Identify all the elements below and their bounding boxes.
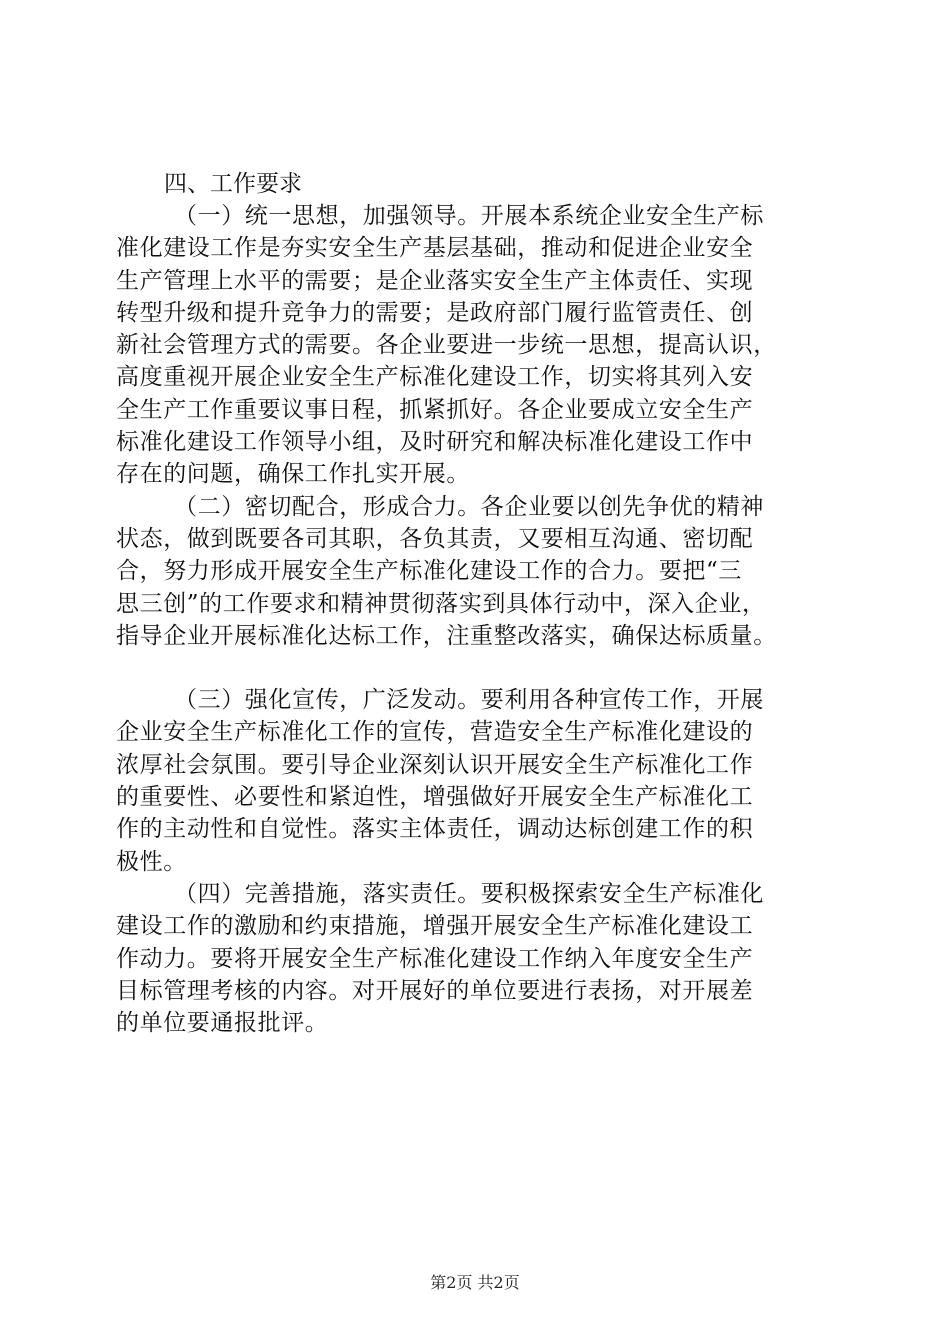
paragraph-2: [116, 491, 848, 652]
text-line: 的单位要通报批评。: [116, 1010, 329, 1037]
text-line: 存在的问题，确保工作扎实开展。: [116, 461, 470, 488]
text-line: 标准化建设工作领导小组，及时研究和解决标准化建设工作中: [116, 429, 754, 456]
text-line: 建设工作的激励和约束措施，增强开展安全生产标准化建设工: [116, 913, 754, 940]
text-line: 企业安全生产标准化工作的宣传，营造安全生产标准化建设的: [116, 719, 754, 746]
page-number-footer: 第2页 共2页: [430, 1273, 520, 1292]
text-line: 全生产工作重要议事日程，抓紧抓好。各企业要成立安全生产: [116, 396, 754, 423]
text-line: （四）完善措施，落实责任。要积极探索安全生产标准化: [174, 880, 764, 907]
paragraph-3: [116, 684, 848, 878]
text-line: 转型升级和提升竞争力的需要；是政府部门履行监管责任、创: [116, 299, 754, 326]
text-line: 作动力。要将开展安全生产标准化建设工作纳入年度安全生产: [116, 945, 754, 972]
paragraph-1: [116, 200, 848, 491]
text-line: （二）密切配合，形成合力。各企业要以创先争优的精神: [174, 493, 764, 520]
paragraph-spacer: [116, 652, 848, 684]
text-line: 极性。: [116, 848, 187, 875]
text-line: 生产管理上水平的需要；是企业落实安全生产主体责任、实现: [116, 267, 754, 294]
text-line: 状态，做到既要各司其职，各负其责，又要相互沟通、密切配: [116, 525, 754, 552]
paragraph-4: [116, 878, 848, 1039]
text-line: （一）统一思想，加强领导。开展本系统企业安全生产标: [174, 203, 764, 229]
section-heading: 四、工作要求: [164, 171, 302, 197]
text-line: 目标管理考核的内容。对开展好的单位要进行表扬，对开展差: [116, 977, 754, 1004]
text-line: 合，努力形成开展安全生产标准化建设工作的合力。要把“三: [116, 558, 742, 585]
document-body: [116, 168, 848, 1039]
text-line: （三）强化宣传，广泛发动。要利用各种宣传工作，开展: [174, 687, 764, 714]
text-line: 准化建设工作是夯实安全生产基层基础，推动和促进企业安全: [116, 235, 754, 262]
text-line: 的重要性、必要性和紧迫性，增强做好开展安全生产标准化工: [116, 784, 754, 811]
text-line: 新社会管理方式的需要。各企业要进一步统一思想，提高认识，: [116, 332, 777, 359]
text-line: 思三创”的工作要求和精神贯彻落实到具体行动中，深入企业，: [116, 590, 766, 617]
text-line: 浓厚社会氛围。要引导企业深刻认识开展安全生产标准化工作: [116, 751, 754, 778]
text-line: 高度重视开展企业安全生产标准化建设工作，切实将其列入安: [116, 364, 754, 391]
text-line: 指导企业开展标准化达标工作，注重整改落实，确保达标质量。: [116, 622, 777, 649]
text-line: 作的主动性和自觉性。落实主体责任，调动达标创建工作的积: [116, 816, 754, 843]
